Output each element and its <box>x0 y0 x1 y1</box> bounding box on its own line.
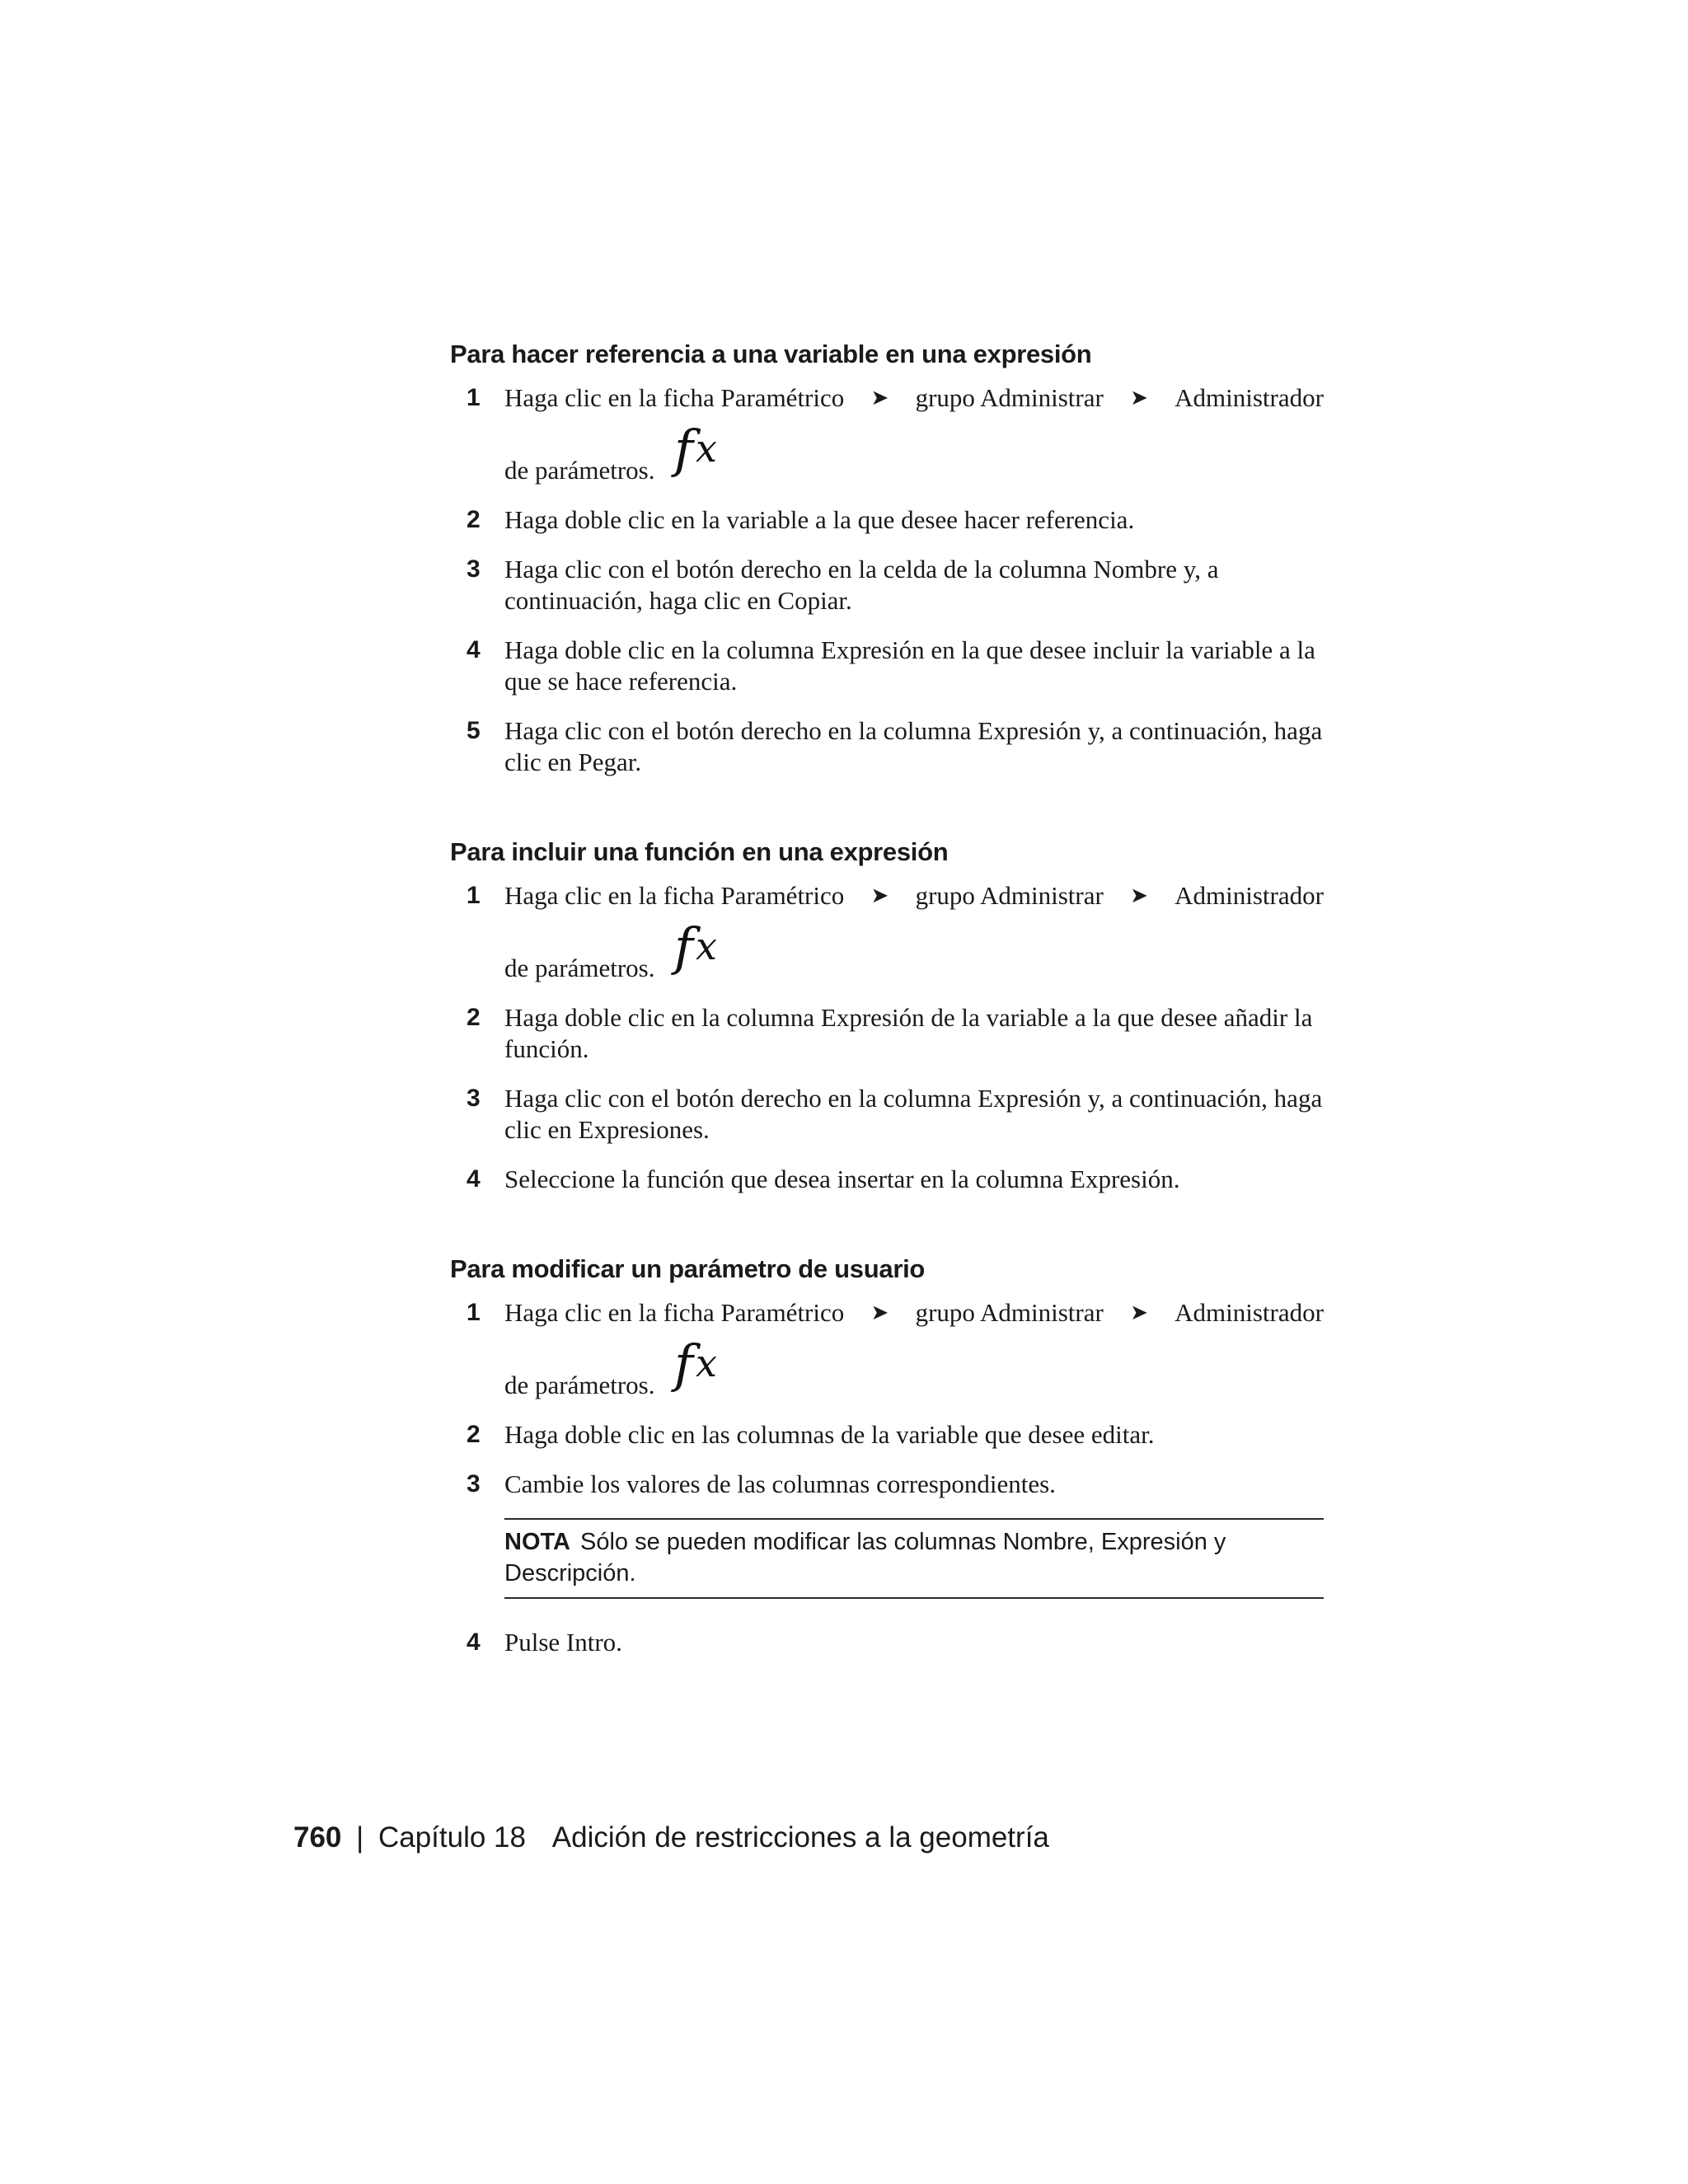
step-text: Haga clic con el botón derecho en la celda de la columna Nombre y, a continuación, haga clic en Copiar. <box>504 555 1219 615</box>
step-text <box>504 1297 1324 1401</box>
step-item <box>450 1083 1324 1146</box>
svg-text:x: x <box>696 1341 718 1385</box>
step-item <box>450 1297 1324 1401</box>
path-part: Administrador <box>1175 881 1324 910</box>
ribbon-path <box>504 1297 1324 1329</box>
svg-text:f: f <box>674 420 694 479</box>
path-part: Administrador <box>1175 383 1324 412</box>
step-item <box>450 715 1324 778</box>
svg-text:f: f <box>674 918 694 977</box>
step-number: 1 <box>467 882 481 909</box>
step-item <box>450 880 1324 984</box>
fx-icon <box>671 918 734 984</box>
step-text <box>504 880 1324 984</box>
step-text: Haga doble clic en la columna Expresión en la que desee incluir la variable a la que se hace referencia. <box>504 635 1315 696</box>
step-continuation <box>504 1335 1324 1401</box>
path-part: grupo Administrar <box>915 1298 1104 1327</box>
section-heading: Para modificar un parámetro de usuario <box>450 1254 926 1283</box>
step-number: 2 <box>467 506 481 533</box>
step-number: 4 <box>467 1629 481 1656</box>
step-text: Pulse Intro. <box>504 1628 622 1657</box>
step-item <box>450 554 1324 616</box>
step-number: 4 <box>467 636 481 663</box>
arrow-right-icon: ➤ <box>870 386 889 410</box>
page-footer <box>293 1820 1049 1856</box>
arrow-right-icon: ➤ <box>1130 883 1148 908</box>
path-part: Haga clic en la ficha Paramétrico <box>504 1298 845 1327</box>
path-part: grupo Administrar <box>915 383 1104 412</box>
section-incluir-funcion <box>450 836 1324 1195</box>
step-item <box>450 1627 1324 1658</box>
step-text: Haga clic con el botón derecho en la columna Expresión y, a continuación, haga clic en Pegar. <box>504 716 1323 776</box>
step-text: Haga clic con el botón derecho en la columna Expresión y, a continuación, haga clic en Expresiones. <box>504 1084 1323 1144</box>
footer-separator: | <box>356 1821 364 1854</box>
ribbon-path <box>504 880 1324 912</box>
step-number: 3 <box>467 1085 481 1112</box>
step-continuation <box>504 918 1324 984</box>
step-item <box>450 382 1324 486</box>
step-number: 5 <box>467 717 481 744</box>
step-item <box>450 504 1324 536</box>
step-text: Haga doble clic en la variable a la que desee hacer referencia. <box>504 505 1135 534</box>
section-modificar-parametro <box>450 1253 1324 1658</box>
arrow-right-icon: ➤ <box>1130 386 1148 410</box>
step-item <box>450 635 1324 697</box>
section-referenciar-variable <box>450 338 1324 778</box>
section-heading: Para hacer referencia a una variable en una expresión <box>450 340 1092 368</box>
step-number: 2 <box>467 1004 481 1031</box>
fx-icon <box>671 420 734 486</box>
ribbon-path <box>504 382 1324 414</box>
step-item <box>450 1002 1324 1065</box>
step-number: 3 <box>467 1470 481 1497</box>
note-text: Sólo se pueden modificar las columnas Nombre, Expresión y Descripción. <box>504 1529 1226 1586</box>
step-text: Seleccione la función que desea insertar en la columna Expresión. <box>504 1165 1180 1193</box>
step-text <box>504 382 1324 486</box>
svg-text:x: x <box>696 924 718 968</box>
step-item <box>450 1469 1324 1500</box>
path-part: grupo Administrar <box>915 881 1104 910</box>
arrow-right-icon: ➤ <box>1130 1301 1148 1325</box>
path-part: Haga clic en la ficha Paramétrico <box>504 881 845 910</box>
step-text: Haga doble clic en la columna Expresión de la variable a la que desee añadir la función. <box>504 1003 1313 1063</box>
page-number: 760 <box>293 1821 342 1854</box>
step-text: Cambie los valores de las columnas correspondientes. <box>504 1469 1056 1498</box>
fx-icon <box>671 1335 734 1401</box>
step-number: 3 <box>467 555 481 583</box>
chapter-title: Adición de restricciones a la geometría <box>551 1821 1049 1854</box>
arrow-right-icon: ➤ <box>870 1301 889 1325</box>
step-continuation-text: de parámetros. <box>504 456 655 485</box>
step-number: 4 <box>467 1165 481 1193</box>
step-number: 1 <box>467 384 481 411</box>
step-number: 1 <box>467 1299 481 1326</box>
step-continuation-text: de parámetros. <box>504 1371 655 1399</box>
page-content <box>450 338 1324 1716</box>
chapter-label: Capítulo 18 <box>377 1821 526 1854</box>
note-label: NOTA <box>504 1529 571 1555</box>
svg-text:f: f <box>674 1335 694 1394</box>
step-text: Haga doble clic en las columnas de la variable que desee editar. <box>504 1420 1155 1449</box>
step-continuation <box>504 420 1324 486</box>
path-part: Haga clic en la ficha Paramétrico <box>504 383 845 412</box>
step-item <box>450 1164 1324 1195</box>
section-heading: Para incluir una función en una expresión <box>450 837 949 866</box>
note-box <box>504 1518 1324 1599</box>
step-item <box>450 1419 1324 1451</box>
step-number: 2 <box>467 1421 481 1448</box>
arrow-right-icon: ➤ <box>870 883 889 908</box>
path-part: Administrador <box>1175 1298 1324 1327</box>
svg-text:x: x <box>696 426 718 471</box>
step-continuation-text: de parámetros. <box>504 954 655 982</box>
